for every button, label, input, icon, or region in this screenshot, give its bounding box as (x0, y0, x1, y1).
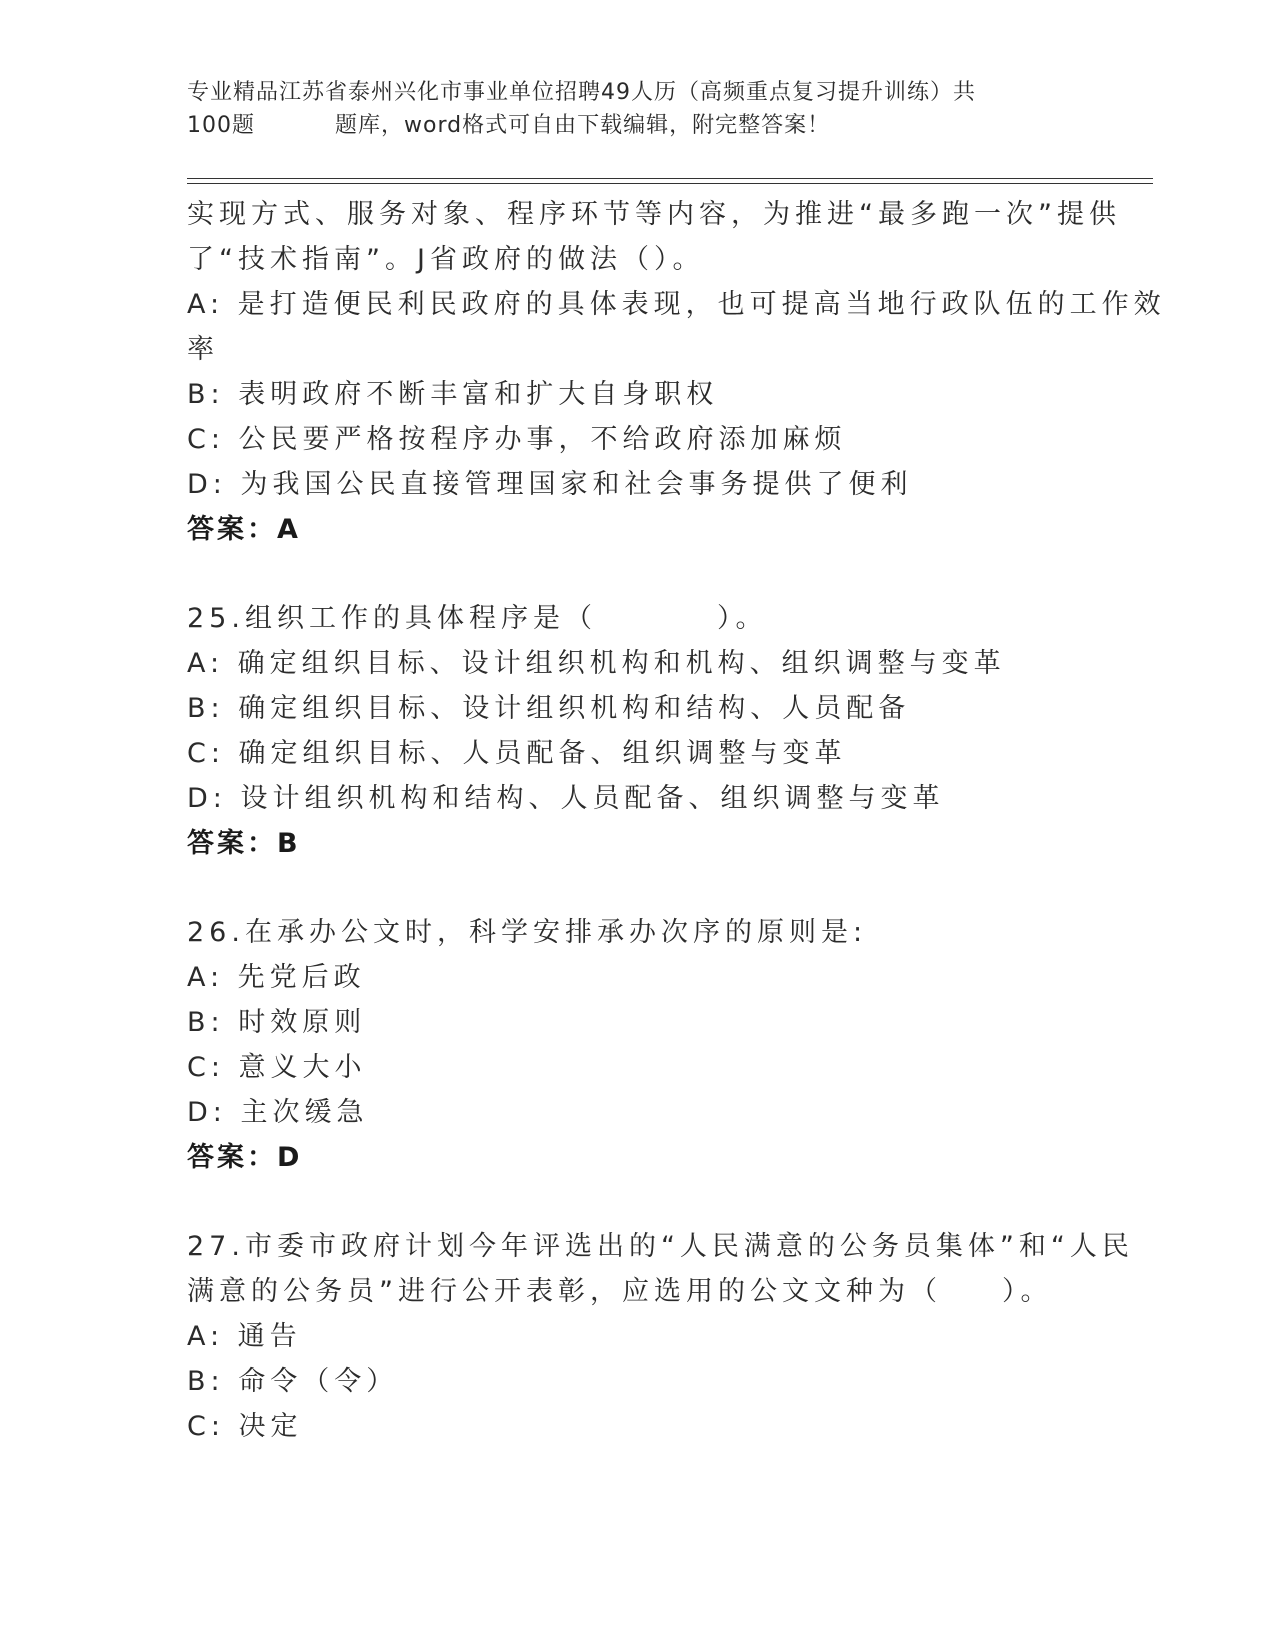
option-d: D: 设计组织机构和结构、人员配备、组织调整与变革 (187, 783, 945, 814)
option-b: B: 时效原则 (187, 1007, 367, 1038)
question-stem: 了“技术指南”。J省政府的做法（）。 (187, 244, 705, 275)
option-c: C: 确定组织目标、人员配备、组织调整与变革 (187, 738, 847, 769)
stem-text: 满意的公务员”进行公开表彰，应选用的公文文种为（ (187, 1276, 942, 1307)
option-c: C: 意义大小 (187, 1052, 367, 1083)
option-a: A: 是打造便民利民政府的具体表现，也可提高当地行政队伍的工作效 (187, 289, 1166, 320)
answer: 答案：D (187, 1142, 303, 1173)
option-b: B: 命令（令） (187, 1366, 399, 1397)
option-a: A: 确定组织目标、设计组织机构和机构、组织调整与变革 (187, 648, 1006, 679)
option-d: D: 为我国公民直接管理国家和社会事务提供了便利 (187, 469, 913, 500)
answer: 答案：A (187, 514, 301, 545)
option-d: D: 主次缓急 (187, 1097, 369, 1128)
question-25 (187, 596, 1087, 867)
option-b: B: 表明政府不断丰富和扩大自身职权 (187, 379, 719, 410)
option-a: A: 通告 (187, 1321, 302, 1352)
header-count: 100题 (187, 113, 255, 138)
stem-text: 25.组织工作的具体程序是（ (187, 603, 597, 634)
question-stem (187, 596, 1087, 641)
question-stem (187, 1269, 1087, 1314)
header-title-line1: 专业精品江苏省泰州兴化市事业单位招聘49人历（高频重点复习提升训练）共 (187, 80, 976, 105)
document-header (187, 76, 1087, 142)
question-26 (187, 910, 1087, 1181)
question-stem: 实现方式、服务对象、程序环节等内容，为推进“最多跑一次”提供 (187, 199, 1121, 230)
question-stem: 27.市委市政府计划今年评选出的“人民满意的公务员集体”和“人民 (187, 1231, 1134, 1262)
option-b: B: 确定组织目标、设计组织机构和结构、人员配备 (187, 693, 911, 724)
header-title-line2 (187, 109, 1087, 142)
header-subtitle: 题库，word格式可自由下载编辑，附完整答案！ (335, 113, 831, 138)
header-divider-top (187, 178, 1153, 179)
question-24 (187, 192, 1166, 553)
question-stem: 26.在承办公文时，科学安排承办次序的原则是: (187, 917, 868, 948)
stem-text-end: ）。 (716, 603, 768, 634)
answer: 答案：B (187, 828, 301, 859)
option-a-continued: 率 (187, 334, 219, 365)
option-c: C: 决定 (187, 1411, 303, 1442)
option-c: C: 公民要严格按程序办事，不给政府添加麻烦 (187, 424, 847, 455)
stem-text-end: ）。 (1002, 1276, 1053, 1307)
question-27 (187, 1224, 1134, 1449)
header-divider-bottom (187, 183, 1153, 184)
document-body (187, 192, 1166, 1449)
option-a: A: 先党后政 (187, 962, 366, 993)
